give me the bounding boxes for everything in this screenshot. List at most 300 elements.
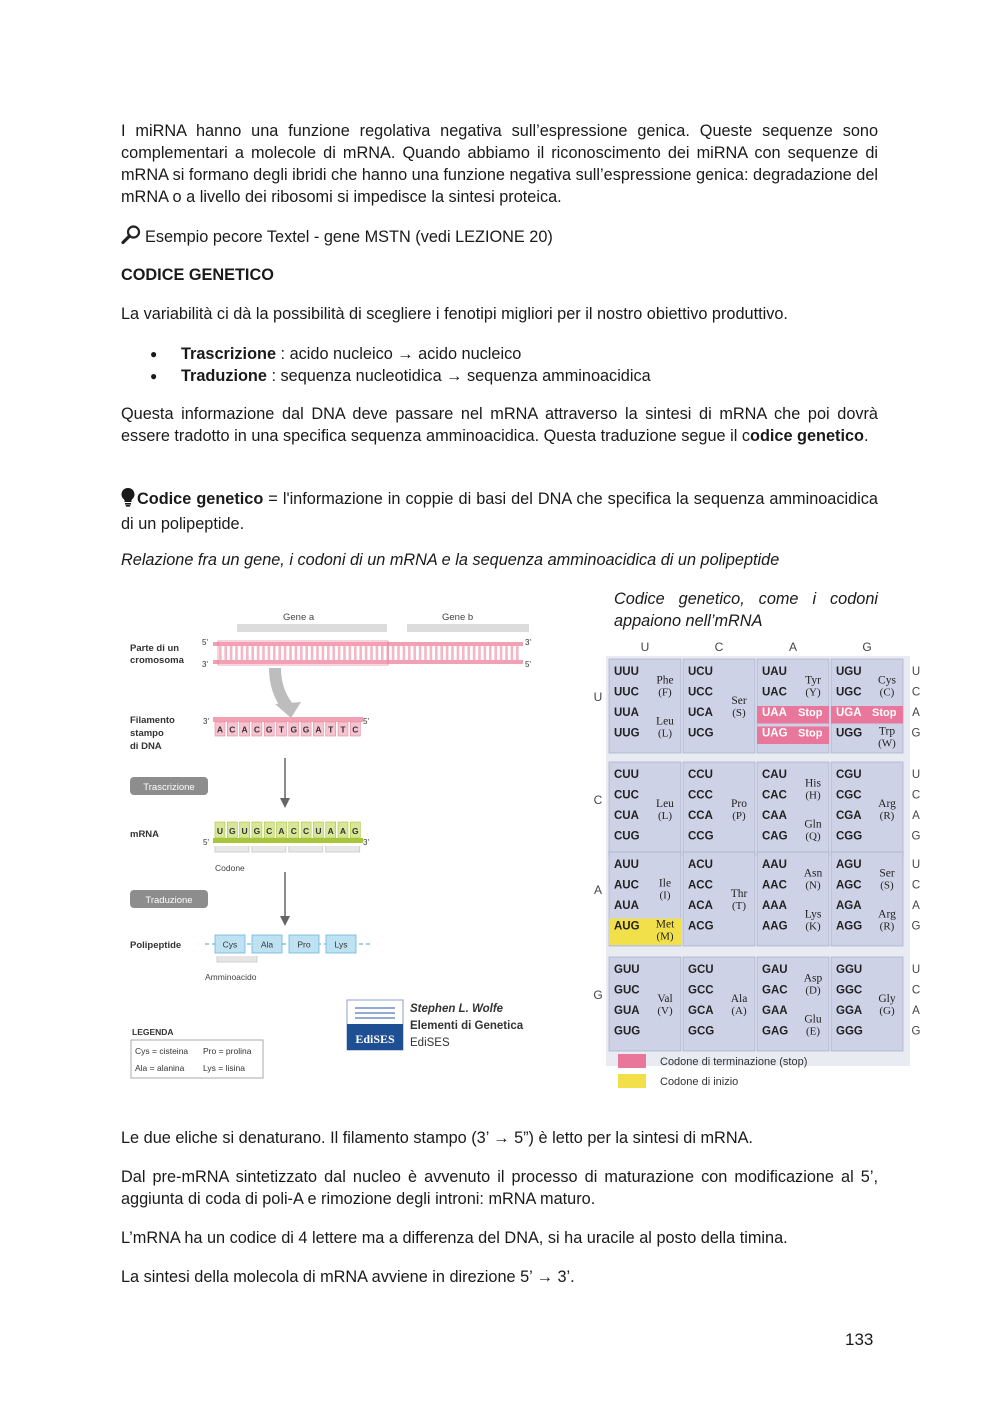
legend-item: Cys = cisteina bbox=[135, 1046, 189, 1056]
base-pair-rung bbox=[300, 646, 303, 660]
amino-acid-name: Ser bbox=[879, 867, 895, 880]
column-header: C bbox=[714, 640, 724, 654]
amino-acid-name: Lys bbox=[804, 908, 822, 921]
codon-bracket bbox=[289, 846, 323, 852]
third-base-label: G bbox=[911, 830, 921, 843]
dna-base-letter: G bbox=[302, 724, 310, 735]
mrna-base-letter: G bbox=[228, 826, 236, 836]
gene-a-label: Gene a bbox=[283, 612, 315, 623]
unwinding-arrowhead bbox=[275, 702, 301, 718]
intro-paragraph: I miRNA hanno una funzione regolativa negativa sull’espressione genica. Queste sequenze sono complementari a molecole di mRNA. Quando abbiamo il riconoscimento dei miRNA con sequenze di mRNA si formano degli ibridi che hanno una funzione negativa sull’espressione genica: degradazione del mRNA o a livello dei ribosomi si impedisce la sintesi proteica. bbox=[121, 122, 878, 206]
base-pair-rung bbox=[403, 646, 406, 660]
base-pair-rung bbox=[451, 646, 454, 660]
base-pair-rung bbox=[494, 646, 497, 660]
base-pair-rung bbox=[295, 646, 298, 660]
codon: ACU bbox=[688, 859, 713, 871]
codon: GCG bbox=[688, 1025, 715, 1038]
third-base-label: U bbox=[911, 859, 921, 871]
chromosome-top-strand bbox=[213, 642, 523, 646]
codon: GUG bbox=[614, 1025, 641, 1038]
mrna-base-letter: U bbox=[216, 826, 224, 836]
dna-base-letter: A bbox=[241, 724, 248, 735]
base-pair-rung bbox=[257, 646, 260, 660]
base-pair-rung bbox=[289, 646, 292, 660]
third-base-label: C bbox=[911, 789, 921, 802]
codon: UUA bbox=[614, 707, 639, 719]
codon: GUU bbox=[614, 964, 640, 976]
base-pair-rung bbox=[397, 646, 400, 660]
amino-acid-abbr: (M) bbox=[656, 930, 674, 943]
template-3prime: 3' bbox=[203, 717, 209, 726]
third-base-label: A bbox=[912, 810, 920, 822]
book-title: Elementi di Genetica bbox=[410, 1020, 524, 1032]
amino-acid-abbr: (E) bbox=[805, 1025, 821, 1038]
third-base-label: A bbox=[912, 900, 920, 912]
book-author: Stephen L. Wolfe bbox=[410, 1003, 504, 1015]
amino-acid-abbr: (L) bbox=[657, 809, 673, 822]
amino-acid-name: Val bbox=[657, 992, 673, 1005]
third-base-label: A bbox=[912, 1005, 920, 1017]
codon: CAA bbox=[762, 810, 787, 822]
amino-acid-name: Leu bbox=[656, 797, 674, 810]
transcription-label: Trascrizione bbox=[143, 782, 195, 793]
variability-paragraph: La variabilità ci dà la possibilità di scegliere i fenotipi migliori per il nostro obiettivo produttivo. bbox=[121, 305, 788, 323]
list-item bbox=[121, 365, 878, 387]
amino-acid-name: Glu bbox=[804, 1013, 822, 1026]
genetic-code-table bbox=[588, 636, 938, 1096]
base-pair-rung bbox=[311, 646, 314, 660]
codon: CGC bbox=[836, 789, 862, 802]
codon: AUU bbox=[614, 859, 639, 871]
codon: AGU bbox=[836, 859, 862, 871]
lightbulb-icon bbox=[121, 487, 135, 513]
third-base-label: G bbox=[911, 920, 921, 933]
row-header: G bbox=[593, 988, 603, 1002]
base-pair-rung bbox=[262, 646, 265, 660]
unwinding-arrow bbox=[275, 668, 287, 706]
amino-acid-abbr: (W) bbox=[878, 737, 896, 750]
codon-bracket bbox=[252, 846, 286, 852]
template-5prime: 5' bbox=[363, 717, 369, 726]
codon: UCG bbox=[688, 727, 714, 740]
base-pair-rung bbox=[338, 646, 341, 660]
codon: AGA bbox=[836, 900, 862, 912]
legend-item: Pro = prolina bbox=[203, 1046, 252, 1056]
row-header: A bbox=[593, 883, 603, 897]
amino-acid-name: Arg bbox=[878, 908, 896, 921]
amino-acid-abbr: (L) bbox=[657, 727, 673, 740]
example-line bbox=[121, 225, 878, 251]
mrna-strand bbox=[213, 838, 363, 843]
page-number: 133 bbox=[845, 1330, 874, 1349]
codon: GUC bbox=[614, 984, 640, 997]
book-publisher: EdiSES bbox=[410, 1037, 450, 1049]
base-pair-rung bbox=[273, 646, 276, 660]
mrna-base-letter: C bbox=[266, 826, 273, 836]
codon-brackets bbox=[215, 846, 360, 852]
base-pair-rung bbox=[489, 646, 492, 660]
base-pair-rung bbox=[370, 646, 373, 660]
third-base-label: A bbox=[912, 707, 920, 719]
base-pair-rung bbox=[467, 646, 470, 660]
codon: ACA bbox=[688, 900, 713, 912]
amino-acid-abbr: (N) bbox=[805, 879, 821, 892]
base-pair-rung bbox=[376, 646, 379, 660]
codon: CUG bbox=[614, 830, 640, 843]
base-pair-rung bbox=[484, 646, 487, 660]
amino-acid-name: Met bbox=[655, 918, 675, 931]
base-pair-rung bbox=[224, 646, 227, 660]
paragraph-denaturation: Le due eliche si denaturano. Il filamento stampo (3’ → 5”) è letto per la sintesi di mRNA. bbox=[121, 1129, 753, 1147]
codon: AAU bbox=[762, 859, 787, 871]
codon: CAC bbox=[762, 789, 787, 802]
legend-label: Codone di terminazione (stop) bbox=[660, 1056, 808, 1068]
codon: UAC bbox=[762, 686, 787, 699]
codon: GAG bbox=[762, 1025, 789, 1038]
section-heading: CODICE GENETICO bbox=[121, 266, 274, 284]
codon: UAU bbox=[762, 666, 787, 678]
stop-label: Stop bbox=[872, 707, 897, 719]
paragraph-mrna-code: L’mRNA ha un codice di 4 lettere ma a differenza del DNA, si ha uracile al posto della timina. bbox=[121, 1229, 788, 1247]
legend-swatch bbox=[618, 1054, 646, 1068]
base-pair-rung bbox=[305, 646, 308, 660]
amino-acid-label: Cys bbox=[222, 939, 238, 950]
codon: CCC bbox=[688, 789, 713, 802]
definition-term: Codice genetico bbox=[137, 490, 264, 508]
caption-right: Codice genetico, come i codoni appaiono nell’mRNA bbox=[614, 590, 878, 630]
dna-base-letter: G bbox=[290, 724, 298, 735]
arrow-down-1-head bbox=[280, 798, 290, 808]
base-pair-rung bbox=[343, 646, 346, 660]
amino-acid-abbr: (S) bbox=[880, 879, 894, 892]
amino-acid-abbr: (K) bbox=[805, 920, 821, 933]
chromosome-5prime: 5' bbox=[202, 638, 208, 647]
amino-acid-abbr: (T) bbox=[731, 899, 747, 912]
chromosome-label-1: Parte di un bbox=[130, 643, 180, 654]
chromosome-3prime: 3' bbox=[202, 660, 208, 669]
codon: AAG bbox=[762, 920, 788, 933]
codon: ACG bbox=[688, 920, 714, 933]
dna-base-letter: A bbox=[315, 724, 322, 735]
base-pair-rung bbox=[284, 646, 287, 660]
amino-acid-label: Pro bbox=[297, 939, 311, 950]
base-pair-rung bbox=[440, 646, 443, 660]
amino-acid-name: Leu bbox=[656, 715, 674, 728]
codon: GCU bbox=[688, 964, 714, 976]
amino-acid-name: Trp bbox=[878, 725, 896, 738]
mrna-base-letter: C bbox=[290, 826, 297, 836]
base-pair-rung bbox=[278, 646, 281, 660]
column-header: U bbox=[640, 640, 650, 654]
base-pair-rung bbox=[424, 646, 427, 660]
base-pair-rung bbox=[516, 646, 519, 660]
codon: UGA bbox=[836, 707, 862, 719]
codon: AUC bbox=[614, 879, 639, 892]
codon: CCA bbox=[688, 810, 713, 822]
chromosome-3prime-right: 3' bbox=[525, 638, 531, 647]
codon: AAA bbox=[762, 900, 787, 912]
base-pair-rung bbox=[235, 646, 238, 660]
codon: UCA bbox=[688, 707, 713, 719]
third-base-label: U bbox=[911, 964, 921, 976]
amino-acid-name: Phe bbox=[656, 674, 674, 687]
amino-acid-abbr: (S) bbox=[732, 706, 746, 719]
row-header: C bbox=[593, 793, 603, 807]
base-pair-rung bbox=[505, 646, 508, 660]
bullet-desc: : acido nucleico → acido nucleico bbox=[276, 345, 522, 363]
codon: UAA bbox=[762, 707, 787, 719]
amino-acid-name: His bbox=[805, 777, 821, 790]
polypeptide-label: Polipeptide bbox=[130, 940, 182, 951]
amino-acid-name: Thr bbox=[730, 887, 748, 900]
template-strand bbox=[213, 717, 363, 722]
dna-base-letter: C bbox=[229, 724, 236, 735]
codon: GGU bbox=[836, 964, 863, 976]
codon: GGA bbox=[836, 1005, 863, 1017]
codon: AUA bbox=[614, 900, 639, 912]
base-pair-rung bbox=[446, 646, 449, 660]
mrna-bases bbox=[215, 822, 360, 838]
base-pair-rung bbox=[230, 646, 233, 660]
legend-swatch bbox=[618, 1074, 646, 1088]
translation-paragraph bbox=[121, 403, 878, 447]
base-pair-rung bbox=[408, 646, 411, 660]
mrna-base-letter: A bbox=[339, 826, 347, 836]
list-item bbox=[121, 343, 878, 365]
amino-acid-name: Asp bbox=[803, 972, 823, 985]
base-pair-rung bbox=[332, 646, 335, 660]
base-pair-rung bbox=[413, 646, 416, 660]
translation-end: . bbox=[864, 427, 869, 445]
codon: CGA bbox=[836, 810, 862, 822]
arrow-down-2-head bbox=[280, 916, 290, 926]
chromosome-bottom-strand bbox=[213, 660, 523, 664]
dna-base-letter: T bbox=[278, 724, 285, 735]
amino-acid-abbr: (H) bbox=[805, 789, 821, 802]
codon: GAA bbox=[762, 1005, 788, 1017]
translation-label: Traduzione bbox=[145, 895, 193, 906]
mrna-3prime: 3' bbox=[363, 838, 369, 847]
dna-base-letter: T bbox=[328, 724, 334, 735]
codon-bracket bbox=[326, 846, 360, 852]
template-bases bbox=[215, 722, 360, 736]
magnifier-icon bbox=[121, 225, 141, 251]
base-pair-rung bbox=[349, 646, 352, 660]
codon: AGG bbox=[836, 920, 863, 933]
base-pair-rung bbox=[246, 646, 249, 660]
amino-acid-abbr: (R) bbox=[879, 920, 895, 933]
mrna-base-letter: A bbox=[278, 826, 285, 836]
amino-acid-abbr: (R) bbox=[879, 809, 895, 822]
codon: CUC bbox=[614, 789, 639, 802]
third-base-label: G bbox=[911, 1025, 921, 1038]
mrna-base-letter: G bbox=[351, 826, 359, 836]
base-pair-rung bbox=[457, 646, 460, 660]
amino-acid-abbr: (F) bbox=[658, 686, 672, 699]
column-header: A bbox=[788, 640, 798, 654]
base-pair-rung bbox=[478, 646, 481, 660]
base-pair-rung bbox=[268, 646, 271, 660]
genetic-code-table-figure bbox=[588, 636, 938, 1096]
codon: UGG bbox=[836, 727, 863, 740]
bullet-desc: : sequenza nucleotidica → sequenza amminoacidica bbox=[266, 367, 651, 385]
codon: CGG bbox=[836, 830, 863, 843]
base-pair-rung bbox=[241, 646, 244, 660]
dna-base-letter: C bbox=[253, 724, 260, 735]
amino-acid-abbr: (P) bbox=[732, 809, 746, 822]
stop-label: Stop bbox=[798, 727, 823, 740]
amino-acid-name: Gly bbox=[878, 992, 896, 1005]
amino-acid-abbr: (G) bbox=[879, 1004, 895, 1017]
dna-base-letter: T bbox=[340, 724, 346, 735]
mrna-label: mRNA bbox=[130, 829, 160, 840]
base-pair-rung bbox=[316, 646, 319, 660]
stop-label: Stop bbox=[798, 707, 823, 719]
row-header: U bbox=[593, 690, 603, 704]
mrna-base-letter: U bbox=[315, 826, 322, 836]
chromosome-5prime-right: 5' bbox=[525, 660, 531, 669]
base-pair-rung bbox=[365, 646, 368, 660]
codon: CAG bbox=[762, 830, 788, 843]
codon: AAC bbox=[762, 879, 787, 892]
base-pair-rung bbox=[419, 646, 422, 660]
codon-bracket bbox=[215, 846, 249, 852]
publisher-logo bbox=[347, 1000, 403, 1050]
dna-base-letter: A bbox=[216, 724, 224, 735]
base-pair-rung bbox=[435, 646, 438, 660]
base-pair-rung bbox=[500, 646, 503, 660]
codon: UGU bbox=[836, 666, 862, 678]
amino-acid-abbr: (Q) bbox=[805, 830, 821, 843]
codon: UCC bbox=[688, 686, 713, 699]
template-label-3: di DNA bbox=[130, 741, 162, 752]
column-header: G bbox=[862, 640, 872, 654]
gene-b-label: Gene b bbox=[442, 612, 474, 623]
base-pair-rung bbox=[359, 646, 362, 660]
gene-expression-figure bbox=[125, 600, 555, 1085]
bullet-term: Traduzione bbox=[181, 367, 267, 385]
translation-text: Questa informazione dal DNA deve passare nel mRNA attraverso la sintesi di mRNA che poi dovrà essere tradotto in una specifica sequenza amminoacidica. Questa traduzione segue il c bbox=[121, 405, 878, 445]
chromosome-label-2: cromosoma bbox=[130, 655, 184, 666]
chromosome-rungs bbox=[219, 646, 519, 660]
example-text: Esempio pecore Textel - gene MSTN (vedi LEZIONE 20) bbox=[145, 228, 553, 246]
third-base-label: C bbox=[911, 686, 921, 699]
base-pair-rung bbox=[219, 646, 222, 660]
codon: UUG bbox=[614, 727, 640, 740]
base-pair-rung bbox=[473, 646, 476, 660]
gene-a-bracket bbox=[237, 624, 387, 632]
amino-acid-abbr: (C) bbox=[879, 686, 895, 699]
legend-label: Codone di inizio bbox=[660, 1076, 739, 1088]
gene-expression-diagram bbox=[125, 600, 555, 1085]
mrna-base-letter: U bbox=[241, 826, 248, 836]
codon: GAU bbox=[762, 964, 788, 976]
mrna-base-letter: G bbox=[253, 826, 261, 836]
codon: GCC bbox=[688, 984, 714, 997]
codon: UGC bbox=[836, 686, 862, 699]
amino-acid-abbr: (Y) bbox=[805, 686, 821, 699]
base-pair-rung bbox=[511, 646, 514, 660]
base-pair-rung bbox=[381, 646, 384, 660]
base-pair-rung bbox=[327, 646, 330, 660]
amino-acid-label: Ala bbox=[260, 939, 274, 950]
codon: CCU bbox=[688, 769, 713, 781]
amino-acid-abbr: (I) bbox=[659, 889, 671, 902]
base-pair-rung bbox=[392, 646, 395, 660]
amino-acid-abbr: (A) bbox=[731, 1004, 747, 1017]
gene-b-bracket bbox=[407, 624, 529, 632]
template-label-2: stampo bbox=[130, 728, 164, 739]
third-base-label: G bbox=[911, 727, 921, 740]
codon: CAU bbox=[762, 769, 787, 781]
third-base-label: U bbox=[911, 769, 921, 781]
legend-title: LEGENDA bbox=[132, 1027, 174, 1037]
amino-acid-name: Ser bbox=[731, 694, 747, 707]
amino-acid-abbr: (V) bbox=[657, 1004, 673, 1017]
amino-acid-label: Lys bbox=[334, 939, 348, 950]
mrna-5prime: 5' bbox=[203, 838, 209, 847]
aminoacid-label: Amminoacido bbox=[205, 972, 257, 982]
third-base-label: C bbox=[911, 984, 921, 997]
translation-bold: odice genetico bbox=[750, 427, 864, 445]
dna-base-letter: C bbox=[352, 724, 359, 735]
codon: CUU bbox=[614, 769, 639, 781]
codon: GUA bbox=[614, 1005, 640, 1017]
definition-text: = l'informazione in coppie di basi del DNA che specifica la sequenza amminoacidica di un polipeptide. bbox=[121, 490, 878, 533]
codon: GGC bbox=[836, 984, 863, 997]
template-label-1: Filamento bbox=[130, 715, 175, 726]
bullet-list bbox=[121, 343, 878, 387]
mrna-base-letter: C bbox=[303, 826, 310, 836]
amino-acid-abbr: (D) bbox=[805, 984, 821, 997]
codon-label: Codone bbox=[215, 863, 245, 873]
codon: CCG bbox=[688, 830, 714, 843]
codon: CUA bbox=[614, 810, 639, 822]
codon: AGC bbox=[836, 879, 862, 892]
amino-acid-name: Tyr bbox=[805, 674, 821, 687]
codon: UUU bbox=[614, 666, 639, 678]
codon: UCU bbox=[688, 666, 713, 678]
legend-item: Ala = alanina bbox=[135, 1063, 185, 1073]
codon: GAC bbox=[762, 984, 788, 997]
base-pair-rung bbox=[251, 646, 254, 660]
base-pair-rung bbox=[430, 646, 433, 660]
codon: ACC bbox=[688, 879, 713, 892]
codon: GGG bbox=[836, 1025, 863, 1038]
dna-base-letter: G bbox=[265, 724, 273, 735]
third-base-label: C bbox=[911, 879, 921, 892]
caption-left: Relazione fra un gene, i codoni di un mRNA e la sequenza amminoacidica di un polipeptide bbox=[121, 551, 780, 569]
codon: UAG bbox=[762, 727, 788, 740]
paragraph-maturation: Dal pre-mRNA sintetizzato dal nucleo è avvenuto il processo di maturazione con modificazione al 5’, aggiunta di coda di poli-A e rimozione degli introni: mRNA maturo. bbox=[121, 1168, 878, 1208]
base-pair-rung bbox=[322, 646, 325, 660]
paragraph-synthesis: La sintesi della molecola di mRNA avviene in direzione 5’ → 3’. bbox=[121, 1268, 575, 1286]
amino-acid-name: Gln bbox=[804, 818, 822, 831]
amino-acid-name: Arg bbox=[878, 797, 896, 810]
amino-acid-name: Pro bbox=[731, 797, 747, 810]
aminoacid-bracket bbox=[217, 956, 257, 962]
definition-paragraph bbox=[121, 487, 878, 535]
amino-acid-name: Asn bbox=[803, 867, 823, 880]
logo-text: EdiSES bbox=[355, 1032, 395, 1046]
bullet-term: Trascrizione bbox=[181, 345, 277, 363]
amino-acid-name: Cys bbox=[878, 674, 896, 687]
legend-item: Lys = lisina bbox=[203, 1063, 245, 1073]
base-pair-rung bbox=[462, 646, 465, 660]
codon: CGU bbox=[836, 769, 862, 781]
third-base-label: U bbox=[911, 666, 921, 678]
codon: UUC bbox=[614, 686, 639, 699]
